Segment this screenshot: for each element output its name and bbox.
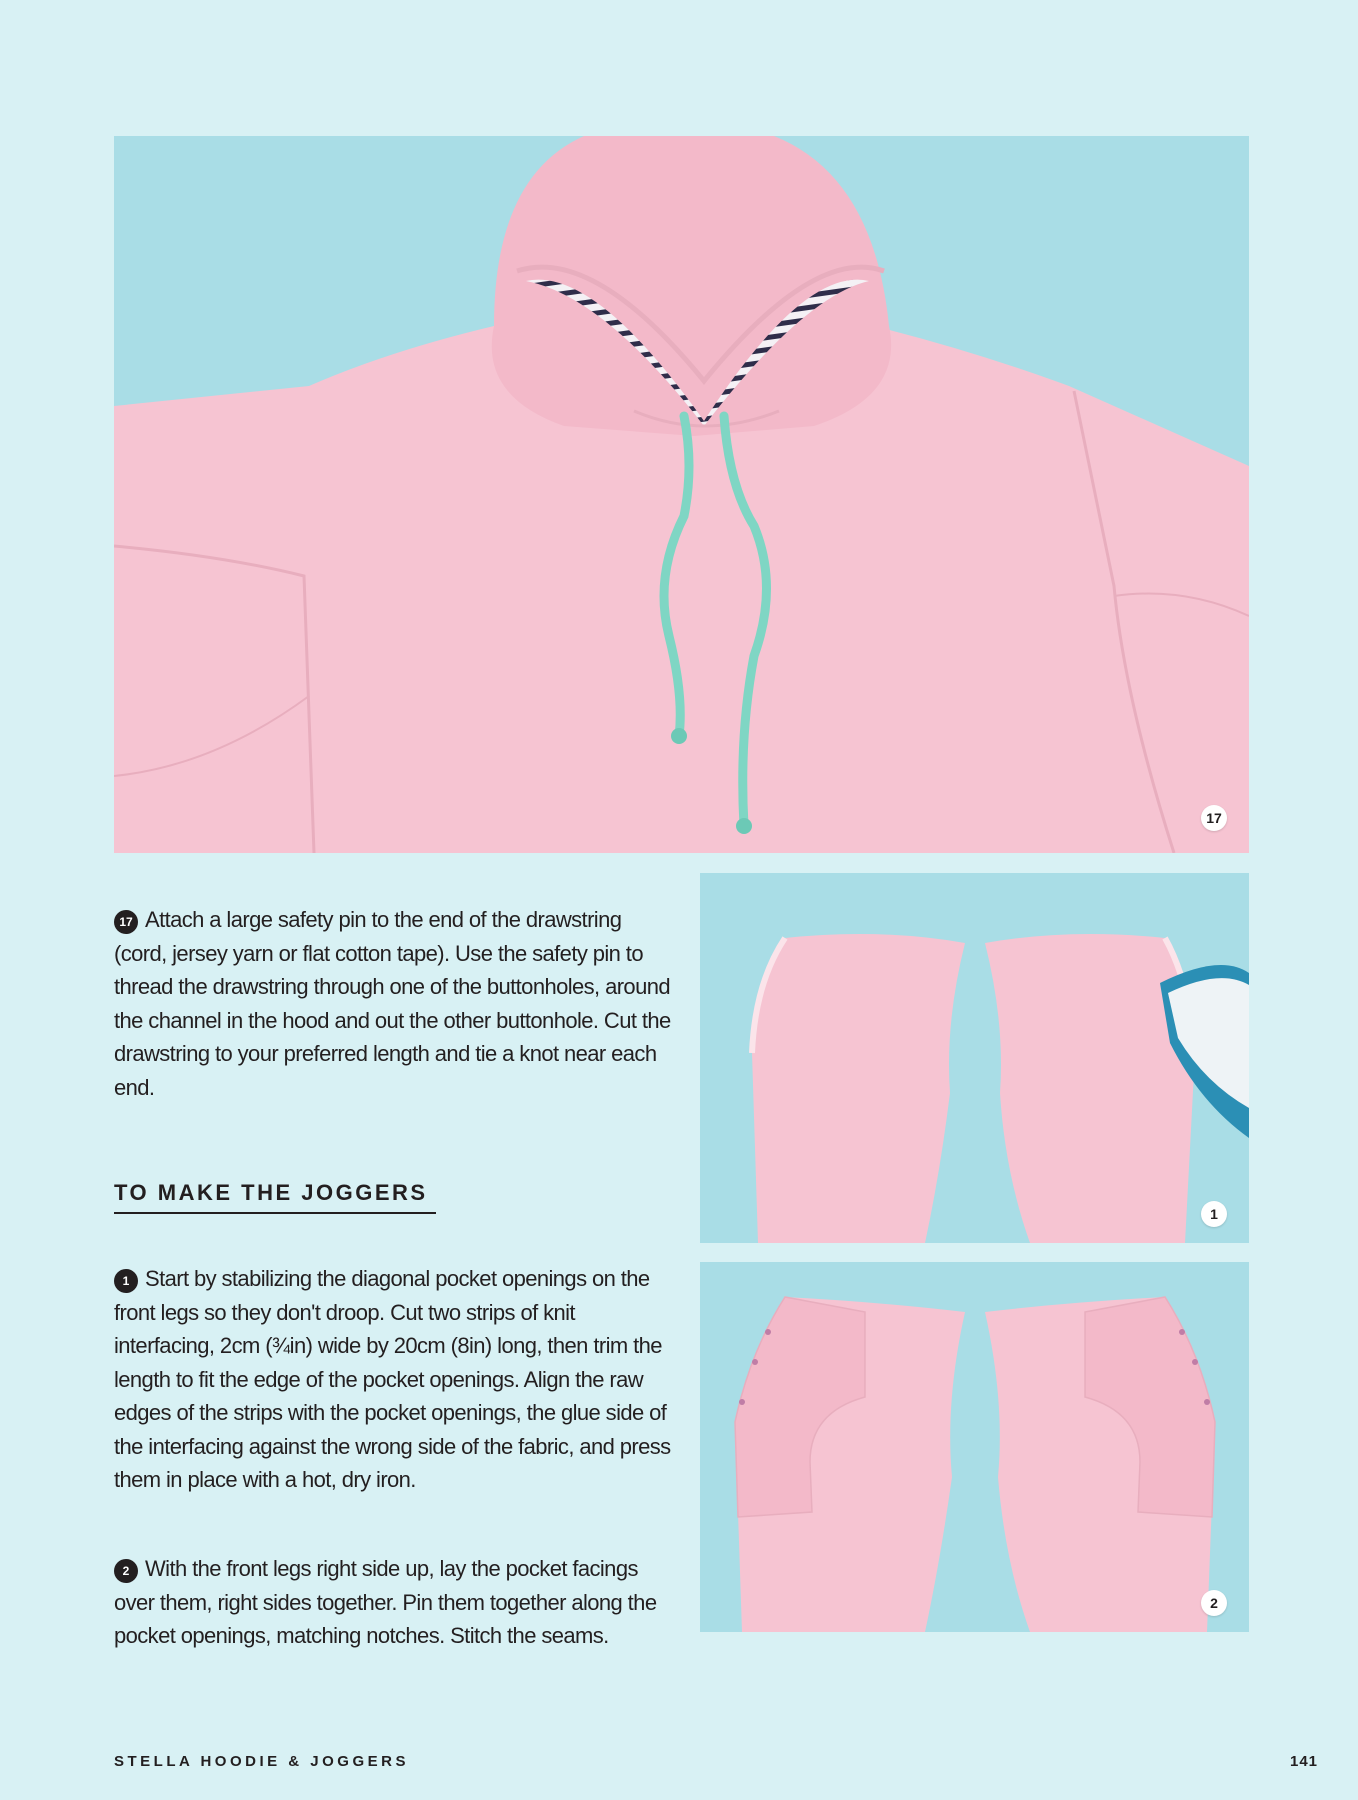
step-number-17: 17 [114, 910, 138, 934]
step-1-text: Start by stabilizing the diagonal pocket openings on the front legs so they don't droop. Cut two strips of knit interfacing, 2cm (¾in) wide by 20cm (8in) long, then trim the length to fit the edge of the pocket openings. Align the raw edges of the strips with the pocket openings, the glue side of the interfacing against the wrong side of the fabric, and press them in place with a hot, dry iron. [114, 1266, 671, 1492]
photo-step-badge-17: 17 [1201, 805, 1227, 831]
photo-step-badge-1: 1 [1201, 1201, 1227, 1227]
step-2-instructions [114, 1552, 674, 1653]
photo-step-badge-2: 2 [1201, 1590, 1227, 1616]
page-number: 141 [1290, 1753, 1319, 1770]
hoodie-illustration [114, 136, 1249, 853]
section-heading: TO MAKE THE JOGGERS [114, 1180, 436, 1214]
step-2-text: With the front legs right side up, lay the pocket facings over them, right sides together. Pin them together along the pocket openings, matching notches. Stitch the seams. [114, 1556, 657, 1648]
joggers-iron-illustration [700, 873, 1249, 1243]
step-17-instructions [114, 903, 674, 1104]
joggers-pinned-illustration [700, 1262, 1249, 1632]
step-1-instructions [114, 1262, 674, 1497]
joggers-pressed-photo [700, 873, 1249, 1243]
joggers-pinned-photo [700, 1262, 1249, 1632]
hoodie-photo [114, 136, 1249, 853]
footer-book-title: STELLA HOODIE & JOGGERS [114, 1753, 409, 1770]
step-17-text: Attach a large safety pin to the end of the drawstring (cord, jersey yarn or flat cotton tape). Use the safety pin to thread the drawstring through one of the buttonholes, around the channel in the hood and out the other buttonhole. Cut the drawstring to your preferred length and tie a knot near each end. [114, 907, 671, 1100]
step-number-2: 2 [114, 1559, 138, 1583]
step-number-1: 1 [114, 1269, 138, 1293]
